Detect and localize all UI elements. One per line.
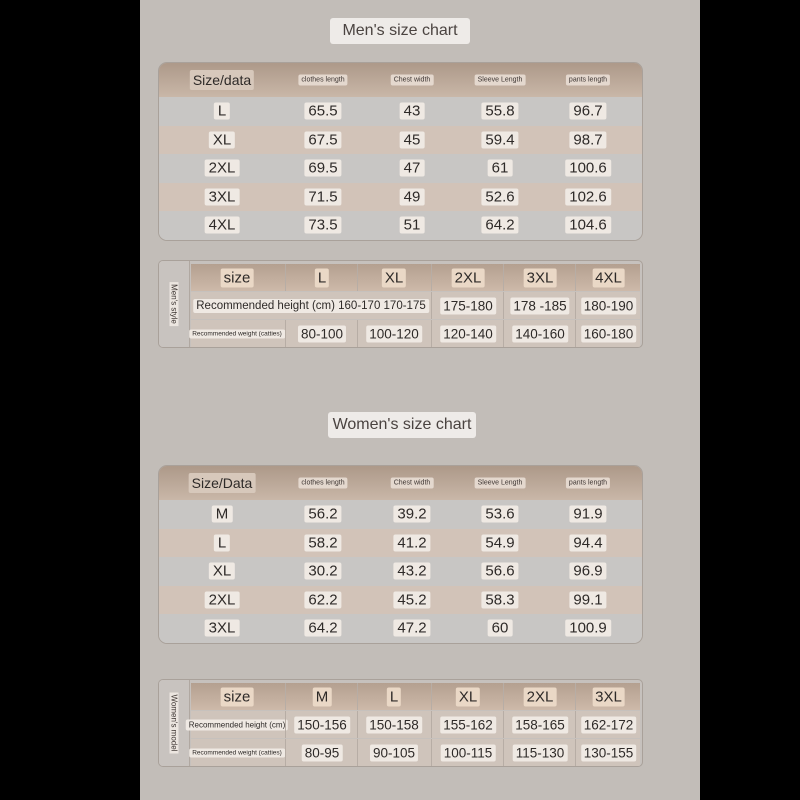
table-row [159,211,642,240]
rec-weight-value: 130-155 [581,744,637,761]
women-recommendation-table [158,679,643,767]
chest-width-cell: 45.2 [393,591,430,608]
sleeve-length-cell: 64.2 [481,217,518,234]
rec-weight-value: 115-130 [513,744,568,761]
sleeve-length-cell: 61 [488,160,513,177]
rec-height-value: 180-190 [581,297,637,314]
men-style-side-label [159,261,190,347]
sleeve-length-cell: 58.3 [481,591,518,608]
size-cell: XL [209,563,235,580]
pants-length-cell: 96.9 [569,563,606,580]
sleeve-length-cell: 60 [488,620,513,637]
rec-size-header: L [315,268,329,287]
clothes-length-cell: 67.5 [304,131,341,148]
sleeve-length-cell: 56.6 [481,563,518,580]
rec-size-header: 2XL [452,268,485,287]
rec-height-row [191,292,640,319]
header-sleeve-length: Sleeve Length [475,478,526,489]
rec-size-label: size [221,687,254,706]
sleeve-length-cell: 52.6 [481,188,518,205]
size-cell: 2XL [205,591,240,608]
women-chart-title: Women's size chart [328,412,476,438]
size-cell: XL [209,131,235,148]
men-size-table [158,62,643,241]
men-size-header [159,63,642,97]
rec-height-value: 162-172 [581,716,637,733]
table-row [159,614,642,643]
rec-size-header: XL [382,268,406,287]
pants-length-cell: 100.9 [565,620,611,637]
size-cell: 3XL [205,188,240,205]
header-pants-length: pants length [566,478,610,489]
chest-width-cell: 41.2 [393,534,430,551]
side-label-text: Women's model [169,694,179,752]
rec-weight-value: 100-120 [366,325,422,342]
rec-weight-value: 120-140 [440,325,496,342]
rec-height-value: 175-180 [440,297,496,314]
chest-width-cell: 43.2 [393,563,430,580]
rec-size-header: 3XL [592,687,625,706]
rec-height-label: Recommended height (cm) 160-170 170-175 [193,299,429,313]
sleeve-length-cell: 55.8 [481,103,518,120]
rec-weight-value: 80-95 [302,744,343,761]
header-sleeve-length: Sleeve Length [475,75,526,86]
pants-length-cell: 99.1 [569,591,606,608]
rec-height-label: Recommended height (cm) [186,719,288,730]
rec-size-header: 3XL [524,268,557,287]
pants-length-cell: 104.6 [565,217,611,234]
table-row [159,126,642,155]
header-size: Size/data [190,70,254,90]
sleeve-length-cell: 59.4 [481,131,518,148]
header-clothes-length: clothes length [298,478,347,489]
table-row [159,154,642,183]
clothes-length-cell: 64.2 [304,620,341,637]
rec-size-header: M [313,687,332,706]
chest-width-cell: 51 [400,217,425,234]
clothes-length-cell: 73.5 [304,217,341,234]
rec-height-row [188,711,640,738]
pants-length-cell: 96.7 [569,103,606,120]
women-size-table [158,465,643,644]
rec-weight-value: 80-100 [298,325,346,342]
rec-size-header: 2XL [524,687,557,706]
clothes-length-cell: 30.2 [304,563,341,580]
clothes-length-cell: 69.5 [304,160,341,177]
size-cell: L [214,534,230,551]
sleeve-length-cell: 54.9 [481,534,518,551]
size-cell: 3XL [205,620,240,637]
rec-weight-value: 140-160 [512,325,568,342]
pants-length-cell: 100.6 [565,160,611,177]
rec-height-value: 155-162 [440,716,496,733]
header-pants-length: pants length [566,75,610,86]
size-cell: 2XL [205,160,240,177]
men-chart-title: Men's size chart [330,18,470,44]
table-row [159,183,642,212]
rec-weight-row [191,739,640,766]
rec-height-value: 158-165 [512,716,568,733]
rec-size-row [191,683,640,710]
rec-size-label: size [221,268,254,287]
table-row [159,500,642,529]
size-chart-page [140,0,700,800]
header-size: Size/Data [189,473,256,493]
rec-size-header: L [387,687,401,706]
rec-size-row [191,264,640,291]
clothes-length-cell: 56.2 [304,506,341,523]
size-cell: 4XL [205,217,240,234]
clothes-length-cell: 58.2 [304,534,341,551]
header-chest-width: Chest width [391,75,434,86]
chest-width-cell: 45 [400,131,425,148]
rec-weight-label: Recommended weight (catties) [189,329,285,338]
header-clothes-length: clothes length [298,75,347,86]
table-row [159,586,642,615]
pants-length-cell: 94.4 [569,534,606,551]
chest-width-cell: 47 [400,160,425,177]
size-cell: M [212,506,233,523]
rec-height-value: 150-158 [366,716,422,733]
clothes-length-cell: 65.5 [304,103,341,120]
chest-width-cell: 47.2 [393,620,430,637]
chest-width-cell: 39.2 [393,506,430,523]
men-recommendation-table [158,260,643,348]
rec-height-value: 178 -185 [510,297,569,314]
rec-weight-value: 90-105 [370,744,418,761]
pants-length-cell: 102.6 [565,188,611,205]
sleeve-length-cell: 53.6 [481,506,518,523]
rec-size-header: XL [456,687,480,706]
women-size-header [159,466,642,500]
clothes-length-cell: 62.2 [304,591,341,608]
size-cell: L [214,103,230,120]
side-label-text: Men's style [169,284,179,324]
clothes-length-cell: 71.5 [304,188,341,205]
pants-length-cell: 91.9 [569,506,606,523]
chest-width-cell: 43 [400,103,425,120]
header-chest-width: Chest width [391,478,434,489]
rec-weight-row [191,320,640,347]
chest-width-cell: 49 [400,188,425,205]
rec-height-value: 150-156 [294,716,350,733]
rec-weight-label: Recommended weight (catties) [189,748,285,757]
table-row [159,529,642,558]
rec-weight-value: 160-180 [581,325,637,342]
pants-length-cell: 98.7 [569,131,606,148]
rec-weight-value: 100-115 [441,744,496,761]
table-row [159,557,642,586]
rec-size-header: 4XL [592,268,625,287]
table-row [159,97,642,126]
